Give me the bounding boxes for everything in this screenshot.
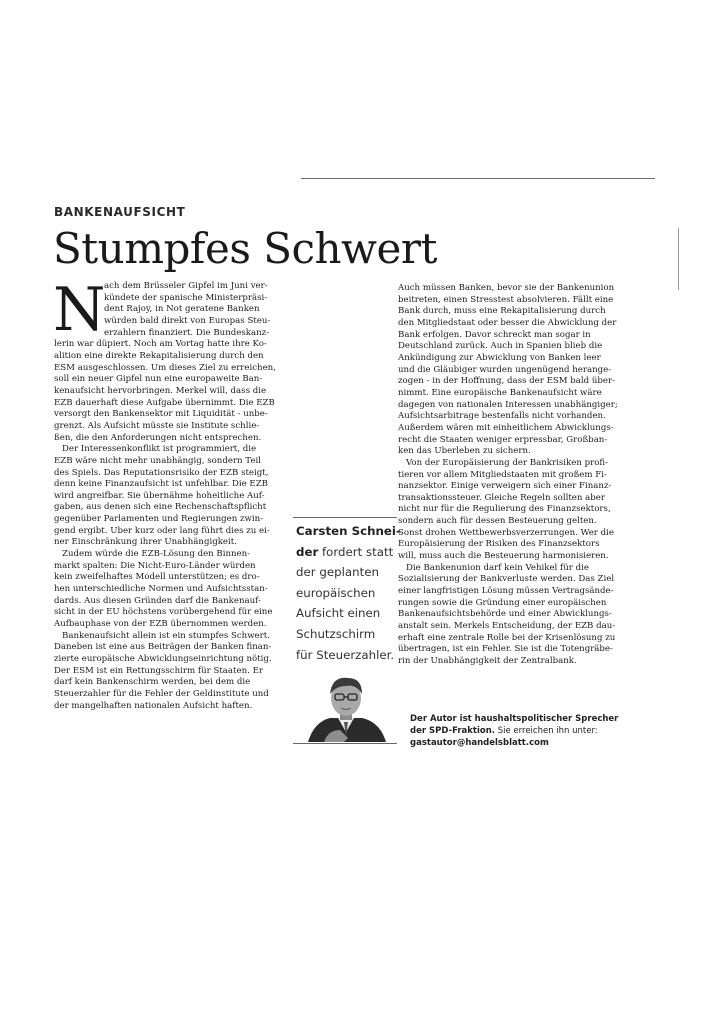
body-line: Bankenaufsicht allein ist ein stumpfes Schwert. [62, 630, 270, 641]
body-line: darf kein Bankenschirm werden, bei dem die [54, 677, 251, 688]
body-line: Von der Europäisierung der Bankrisiken profi- [406, 457, 609, 468]
bio-text: Der Autor ist haushaltspolitischer Sprecher [410, 714, 619, 724]
margin-line [678, 228, 679, 290]
body-line: alition eine direkte Rekapitalisierung durch den [54, 350, 264, 361]
article-body-right-column [398, 283, 660, 668]
quote-author-name: Carsten Schnei- [296, 524, 401, 538]
body-line: EZB wäre nicht mehr unabhängig, sondern Teil [54, 455, 261, 466]
body-line: den Mitgliedstaat oder besser die Abwicklung der [398, 317, 617, 328]
body-line: hen unterschiedliche Normen und Aufsichtsstan- [54, 584, 268, 595]
author-bio [410, 713, 660, 750]
body-line: Außerdem wären mit einheitlichem Abwicklungs- [398, 422, 614, 433]
body-line: kenaufsicht hervorbringen. Merkel will, dass die [54, 385, 267, 396]
body-line: wird angreifbar. Sie übernähme hoheitliche Auf- [54, 490, 265, 501]
quote-text: der geplanten [296, 565, 379, 580]
body-line: erhaft eine zentrale Rolle bei der Krisenlösung zu [398, 632, 616, 643]
quote-author-name-end: der [296, 544, 319, 559]
body-line: ESM ausgeschlossen. Um dieses Ziel zu erreichen, [54, 362, 276, 373]
body-line: dards. Aus diesen Gründen darf die Bankenauf- [54, 595, 261, 606]
bio-text: Sie erreichen ihn unter: [495, 726, 598, 737]
body-line: erzahlern finanziert. Die Bundeskanz- [104, 327, 270, 338]
body-line: Der Interessenkonflikt ist programmiert, die [62, 444, 257, 455]
body-line: Deutschland zurück. Auch in Spanien blieb die [398, 341, 603, 352]
body-line: kündete der spanische Ministerpräsi- [104, 292, 268, 303]
body-line: Aufbauphase von der EZB übernommen werden. [54, 619, 267, 630]
body-line: ßen, die den Anforderungen nicht entsprechen. [54, 432, 262, 443]
body-line: Auch müssen Banken, bevor sie der Bankenunion [398, 283, 615, 293]
body-line: dagegen von nationalen Interessen unabhängiger; [398, 399, 618, 410]
body-line: ach dem Brüsseler Gipfel im Juni ver- [104, 281, 268, 291]
body-line: recht die Staaten weniger erpressbar, Großban- [398, 434, 608, 445]
body-line: Bank durch, muss eine Rekapitalisierung durch [398, 306, 606, 317]
body-line: gegenüber Parlamenten und Regierungen zwin- [54, 514, 264, 525]
body-line: Europäisierung der Risiken des Finanzsektors [398, 539, 600, 550]
body-line: würden bald direkt von Europas Steu- [104, 315, 271, 326]
body-line: lerin war düpiert. Noch am Vortag hatte ihre Ko- [54, 339, 267, 350]
body-line: der mangelhaften nationalen Aufsicht haften. [54, 700, 253, 711]
quote-text: Schutzschirm [296, 626, 376, 641]
pull-quote [296, 521, 400, 665]
body-line: tieren vor allem Mitgliedstaaten mit großem Fi- [398, 469, 607, 480]
body-line: Zudem würde die EZB-Lösung den Binnen- [62, 549, 251, 560]
body-line: des Spiels. Das Reputationsrisiko der EZB steigt, [54, 467, 269, 478]
article-headline: Stumpfes Schwert [53, 224, 437, 273]
body-line: Bankenaufsichtsbehörde und einer Abwicklungs- [398, 609, 612, 620]
body-line: ner Einschränkung ihrer Unabhängigkeit. [54, 537, 237, 548]
body-line: zogen - in der Hoffnung, dass der ESM bald über- [398, 376, 616, 387]
body-line: Die Bankenunion darf kein Vehikel für die [406, 562, 589, 573]
body-line: denn keine Finanzaufsicht ist unfehlbar. Die EZB [54, 479, 268, 490]
body-line: Steuerzahler für die Fehler der Geldinstitute und [54, 688, 269, 699]
body-line: Sonst drohen Wettbewerbsverzerrungen. Wer die [398, 527, 614, 538]
article-kicker: BANKENAUFSICHT [54, 205, 186, 219]
quote-text: Aufsicht einen [296, 606, 381, 621]
body-line: kein zweifelhaftes Modell unterstützen; es dro- [54, 572, 260, 583]
body-line: ken das Überleben zu sichern. [398, 446, 531, 457]
body-line: gaben, aus denen sich eine Rechenschaftspflicht [54, 502, 267, 513]
body-line: Daneben ist eine aus Beiträgen der Banken finan- [54, 642, 272, 653]
body-line: rin der Unabhängigkeit der Zentralbank. [398, 656, 577, 666]
body-line: anstalt sein. Merkels Entscheidung, der EZB dau- [398, 621, 616, 632]
article-body-left-column [53, 275, 286, 712]
body-line: sondern auch für dessen Besteuerung gelten. [398, 516, 597, 527]
body-line: grenzt. Als Aufsicht müsste sie Institute schlie- [54, 420, 260, 431]
body-line: Der ESM ist ein Rettungsschirm für Staaten. Er [54, 665, 263, 676]
body-line: dent Rajoy, in Not geratene Banken [104, 304, 260, 315]
author-portrait [300, 672, 392, 742]
body-line: und die Gläubiger wurden ungenügend herange- [398, 364, 612, 375]
drop-cap: N [53, 275, 106, 345]
body-line: übertragen, ist ein Fehler. Sie ist die Totengräbe- [398, 644, 613, 655]
body-line: rungen sowie die Gründung einer europäischen [398, 597, 607, 608]
body-line: gend ergibt. Über kurz oder lang führt dies zu ei- [54, 525, 270, 536]
body-line: beitreten, einen Stresstest absolvieren. Fällt eine [398, 294, 614, 305]
body-line: will, muss auch die Besteuerung harmonisieren. [398, 551, 609, 562]
body-line: soll ein neuer Gipfel nun eine europaweite Ban- [54, 374, 263, 385]
body-line: Ankündigung zur Abwicklung von Banken leer [398, 352, 601, 363]
quote-text: fordert statt [318, 544, 394, 559]
body-line: versorgt den Bankensektor mit Liquidität - unbe- [54, 409, 268, 420]
body-line: EZB dauerhaft diese Aufgabe übernimmt. Die EZB [54, 397, 275, 408]
body-line: einer langfristigen Lösung müssen Vertragsände- [398, 586, 614, 597]
body-line: transaktionssteuer. Gleiche Regeln sollten aber [398, 492, 605, 503]
body-line: markt spalten: Die Nicht-Euro-Länder würden [54, 560, 256, 571]
quote-text: für Steuerzahler. [296, 647, 395, 662]
quote-text: europäischen [296, 585, 376, 600]
author-email: gastautor@handelsblatt.com [410, 738, 549, 749]
body-line: Sozialisierung der Bankverluste werden. Das Ziel [398, 574, 615, 585]
body-line: zierte europäische Abwicklungseinrichtung nötig. [54, 654, 272, 664]
body-line: nicht nur für die Regulierung des Finanzsektors, [398, 504, 611, 515]
body-line: nimmt. Eine europäische Bankenaufsicht wäre [398, 387, 602, 398]
body-line: Aufsichtsarbitrage bestenfalls nicht vorhanden. [398, 411, 606, 422]
body-line: Bank erfolgen. Davor schreckt man sogar in [398, 329, 591, 340]
body-line: nanzsektor. Einige verweigern sich einer Finanz- [398, 481, 612, 492]
bio-text: der SPD-Fraktion. [410, 726, 496, 737]
top-rule [301, 178, 655, 179]
body-line: sicht in der EU höchstens vorübergehend für eine [54, 607, 273, 618]
